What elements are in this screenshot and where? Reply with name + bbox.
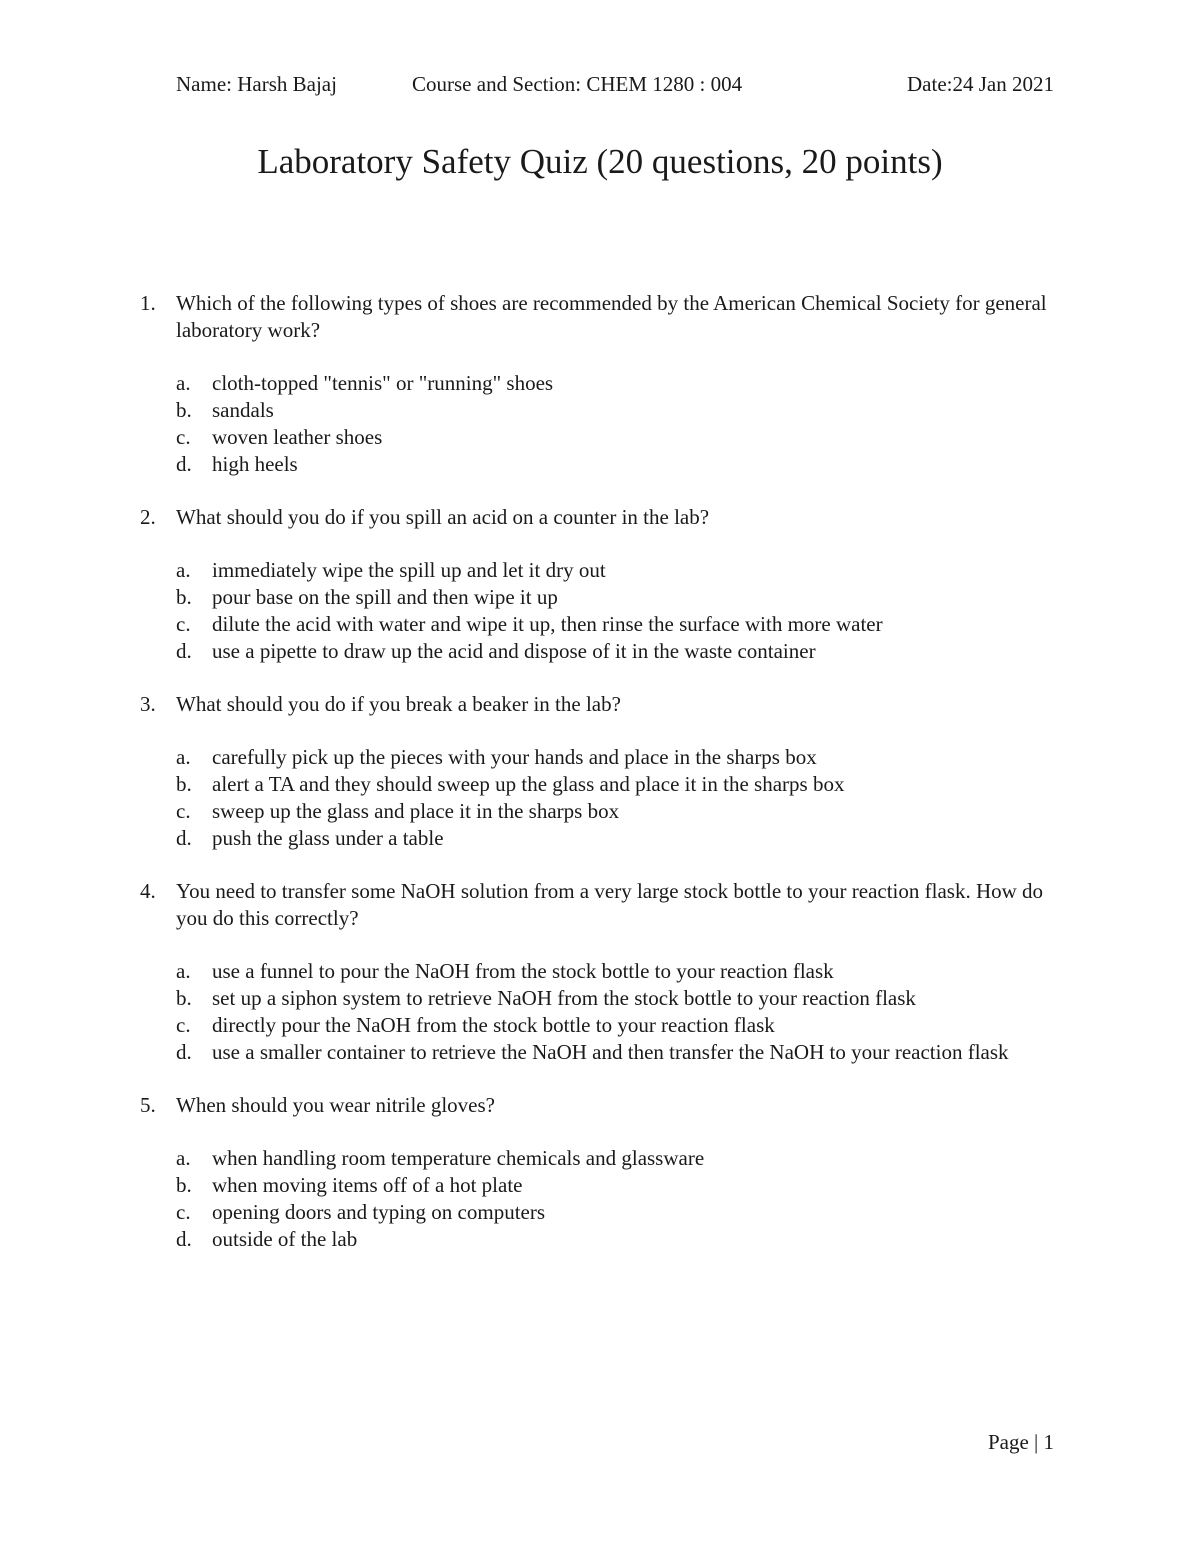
option-text: set up a siphon system to retrieve NaOH from the stock bottle to your reaction flask: [212, 986, 916, 1010]
option-d: [176, 825, 1060, 852]
option-text: high heels: [212, 452, 298, 476]
option-text: when moving items off of a hot plate: [212, 1173, 523, 1197]
question-5: [140, 1092, 1060, 1253]
question-text: When should you wear nitrile gloves?: [176, 1093, 495, 1117]
page-title: Laboratory Safety Quiz (20 questions, 20 points): [257, 142, 943, 181]
option-list: [140, 1145, 1060, 1253]
option-letter: a.: [176, 959, 191, 983]
option-letter: a.: [176, 371, 191, 395]
option-text: use a pipette to draw up the acid and dispose of it in the waste container: [212, 639, 816, 663]
question-text: What should you do if you break a beaker in the lab?: [176, 692, 621, 716]
option-list: [140, 557, 1060, 665]
option-b: [176, 771, 1060, 798]
option-letter: c.: [176, 425, 191, 449]
option-text: use a funnel to pour the NaOH from the stock bottle to your reaction flask: [212, 959, 834, 983]
option-c: [176, 798, 1060, 825]
option-letter: d.: [176, 826, 192, 850]
option-letter: c.: [176, 612, 191, 636]
option-text: alert a TA and they should sweep up the glass and place it in the sharps box: [212, 772, 845, 796]
option-list: [140, 958, 1060, 1066]
option-letter: d.: [176, 1227, 192, 1251]
option-text: dilute the acid with water and wipe it up, then rinse the surface with more water: [212, 612, 883, 636]
option-letter: d.: [176, 639, 192, 663]
option-a: [176, 744, 1060, 771]
document-header: [176, 72, 1054, 102]
option-text: carefully pick up the pieces with your hands and place in the sharps box: [212, 745, 817, 769]
option-letter: c.: [176, 799, 191, 823]
question-number: 3.: [140, 692, 156, 716]
option-d: [176, 451, 1060, 478]
question-stem: [140, 691, 1060, 718]
option-a: [176, 557, 1060, 584]
option-letter: b.: [176, 398, 192, 422]
option-b: [176, 397, 1060, 424]
option-letter: c.: [176, 1200, 191, 1224]
option-d: [176, 1039, 1060, 1066]
option-list: [140, 370, 1060, 478]
question-4: [140, 878, 1060, 1066]
option-letter: d.: [176, 452, 192, 476]
option-d: [176, 638, 1060, 665]
option-text: directly pour the NaOH from the stock bottle to your reaction flask: [212, 1013, 775, 1037]
option-a: [176, 1145, 1060, 1172]
option-a: [176, 370, 1060, 397]
question-number: 4.: [140, 879, 156, 903]
question-stem: [140, 878, 1060, 932]
option-letter: b.: [176, 585, 192, 609]
option-a: [176, 958, 1060, 985]
option-letter: a.: [176, 1146, 191, 1170]
option-letter: a.: [176, 558, 191, 582]
option-c: [176, 1012, 1060, 1039]
option-d: [176, 1226, 1060, 1253]
option-text: use a smaller container to retrieve the NaOH and then transfer the NaOH to your reaction flask: [212, 1040, 1009, 1064]
option-text: cloth-topped "tennis" or "running" shoes: [212, 371, 554, 395]
option-text: outside of the lab: [212, 1227, 358, 1251]
student-name: Name: Harsh Bajaj: [176, 72, 337, 96]
option-b: [176, 985, 1060, 1012]
option-letter: a.: [176, 745, 191, 769]
option-text: when handling room temperature chemicals and glassware: [212, 1146, 705, 1170]
option-c: [176, 424, 1060, 451]
question-2: [140, 504, 1060, 665]
option-letter: b.: [176, 772, 192, 796]
option-b: [176, 1172, 1060, 1199]
option-letter: c.: [176, 1013, 191, 1037]
question-stem: [140, 1092, 1060, 1119]
question-list: [140, 290, 1060, 1279]
question-stem: [140, 290, 1060, 344]
course-section: Course and Section: CHEM 1280 : 004: [412, 72, 743, 96]
option-text: sweep up the glass and place it in the sharps box: [212, 799, 620, 823]
question-number: 1.: [140, 291, 156, 315]
option-c: [176, 611, 1060, 638]
option-text: opening doors and typing on computers: [212, 1200, 546, 1224]
option-letter: d.: [176, 1040, 192, 1064]
option-letter: b.: [176, 986, 192, 1010]
question-1: [140, 290, 1060, 478]
option-text: pour base on the spill and then wipe it up: [212, 585, 558, 609]
date: Date:24 Jan 2021: [907, 72, 1054, 96]
question-text: What should you do if you spill an acid on a counter in the lab?: [176, 505, 710, 529]
question-text: Which of the following types of shoes are recommended by the American Chemical Society for general laboratory work?: [176, 291, 1047, 342]
option-text: immediately wipe the spill up and let it dry out: [212, 558, 606, 582]
option-text: sandals: [212, 398, 274, 422]
question-number: 2.: [140, 505, 156, 529]
option-c: [176, 1199, 1060, 1226]
question-text: You need to transfer some NaOH solution from a very large stock bottle to your reaction flask. How do you do this correctly?: [176, 879, 1044, 930]
option-text: woven leather shoes: [212, 425, 383, 449]
question-number: 5.: [140, 1093, 156, 1117]
option-text: push the glass under a table: [212, 826, 444, 850]
question-stem: [140, 504, 1060, 531]
option-b: [176, 584, 1060, 611]
option-list: [140, 744, 1060, 852]
question-3: [140, 691, 1060, 852]
option-letter: b.: [176, 1173, 192, 1197]
page-number: Page | 1: [987, 1430, 1054, 1454]
